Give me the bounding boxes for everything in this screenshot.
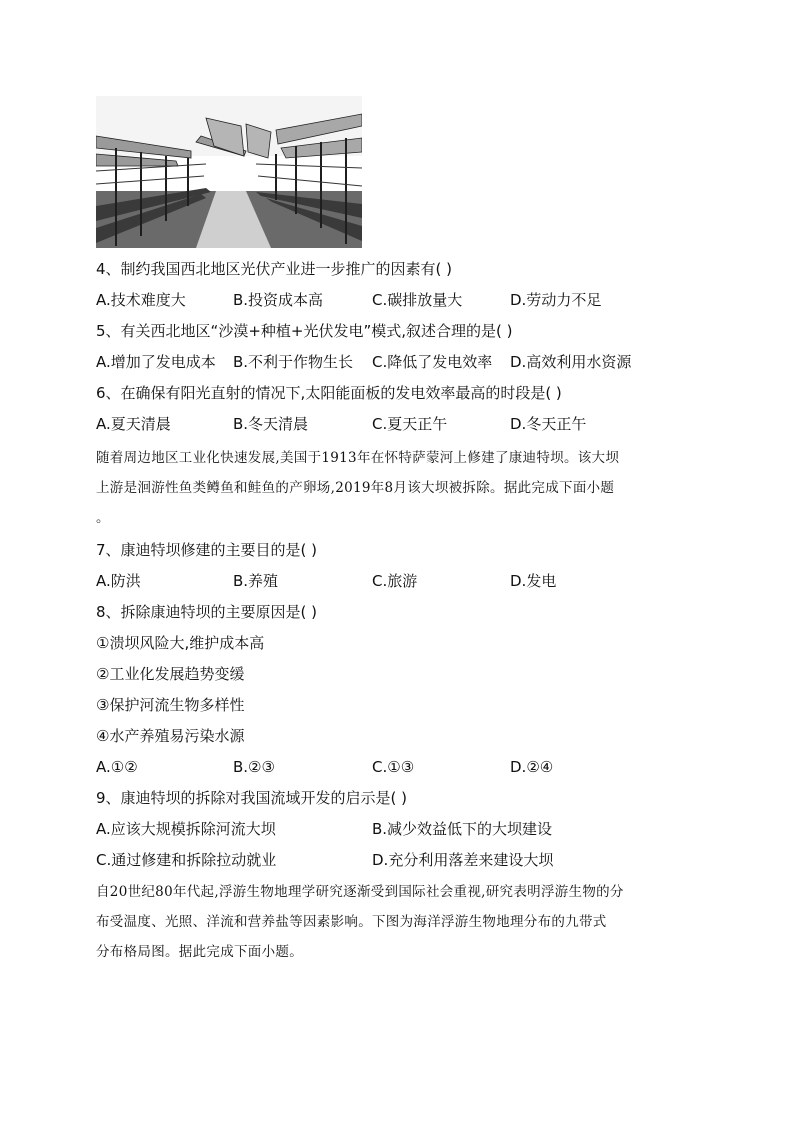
q8-option-c[interactable]: C.①③ (372, 758, 415, 776)
q6-option-c[interactable]: C.夏天正午 (372, 415, 448, 433)
q7-option-a[interactable]: A.防洪 (96, 572, 141, 590)
passage-dam (96, 443, 701, 533)
q4-option-b[interactable]: B.投资成本高 (233, 291, 324, 309)
q5-stem: 5、有关西北地区“沙漠+种植+光伏发电”模式,叙述合理的是( ) (96, 322, 513, 340)
solar-farm-photo (96, 96, 362, 248)
q8-option-b[interactable]: B.②③ (233, 758, 275, 776)
q5-option-a[interactable]: A.增加了发电成本 (96, 353, 216, 371)
q6-option-a[interactable]: A.夏天清晨 (96, 415, 171, 433)
q7-option-c[interactable]: C.旅游 (372, 572, 418, 590)
q8-option-a[interactable]: A.①② (96, 758, 138, 776)
q8-statement-3: ③保护河流生物多样性 (96, 696, 245, 714)
passage-plankton-line: 布受温度、光照、洋流和营养盐等因素影响。下图为海洋浮游生物地理分布的九带式 (96, 914, 607, 930)
q8-statement-2: ②工业化发展趋势变缓 (96, 665, 245, 683)
q5-option-d[interactable]: D.高效利用水资源 (510, 353, 632, 371)
q8-stem: 8、拆除康迪特坝的主要原因是( ) (96, 603, 318, 621)
q9-option-d[interactable]: D.充分利用落差来建设大坝 (372, 851, 554, 869)
q4-stem: 4、制约我国西北地区光伏产业进一步推广的因素有( ) (96, 260, 453, 278)
passage-plankton-line: 自20世纪80年代起,浮游生物地理学研究逐渐受到国际社会重视,研究表明浮游生物的分 (96, 884, 624, 900)
q9-stem: 9、康迪特坝的拆除对我国流域开发的启示是( ) (96, 789, 408, 807)
passage-dam-line: 随着周边地区工业化快速发展,美国于1913年在怀特萨蒙河上修建了康迪特坝。该大坝 (96, 450, 620, 466)
q5-option-b[interactable]: B.不利于作物生长 (233, 353, 354, 371)
q9-option-c[interactable]: C.通过修建和拆除拉动就业 (96, 851, 277, 869)
q9-option-b[interactable]: B.减少效益低下的大坝建设 (372, 820, 553, 838)
q8-statement-1: ①溃坝风险大,维护成本高 (96, 634, 265, 652)
q8-statement-4: ④水产养殖易污染水源 (96, 727, 245, 745)
q7-option-d[interactable]: D.发电 (510, 572, 557, 590)
passage-plankton-line: 分布格局图。据此完成下面小题。 (96, 944, 303, 960)
q7-option-b[interactable]: B.养殖 (233, 572, 279, 590)
q4-option-c[interactable]: C.碳排放量大 (372, 291, 463, 309)
q8-option-d[interactable]: D.②④ (510, 758, 554, 776)
q9-option-a[interactable]: A.应该大规模拆除河流大坝 (96, 820, 276, 838)
passage-plankton (96, 877, 701, 967)
q6-option-b[interactable]: B.冬天清晨 (233, 415, 309, 433)
q5-option-c[interactable]: C.降低了发电效率 (372, 353, 493, 371)
q7-stem: 7、康迪特坝修建的主要目的是( ) (96, 541, 318, 559)
q4-option-d[interactable]: D.劳动力不足 (510, 291, 602, 309)
q6-stem: 6、在确保有阳光直射的情况下,太阳能面板的发电效率最高的时段是( ) (96, 384, 562, 402)
q4-option-a[interactable]: A.技术难度大 (96, 291, 186, 309)
passage-dam-line: 。 (96, 510, 110, 526)
q6-option-d[interactable]: D.冬天正午 (510, 415, 587, 433)
passage-dam-line: 上游是洄游性鱼类鳟鱼和鲑鱼的产卵场,2019年8月该大坝被拆除。据此完成下面小题 (96, 480, 615, 496)
